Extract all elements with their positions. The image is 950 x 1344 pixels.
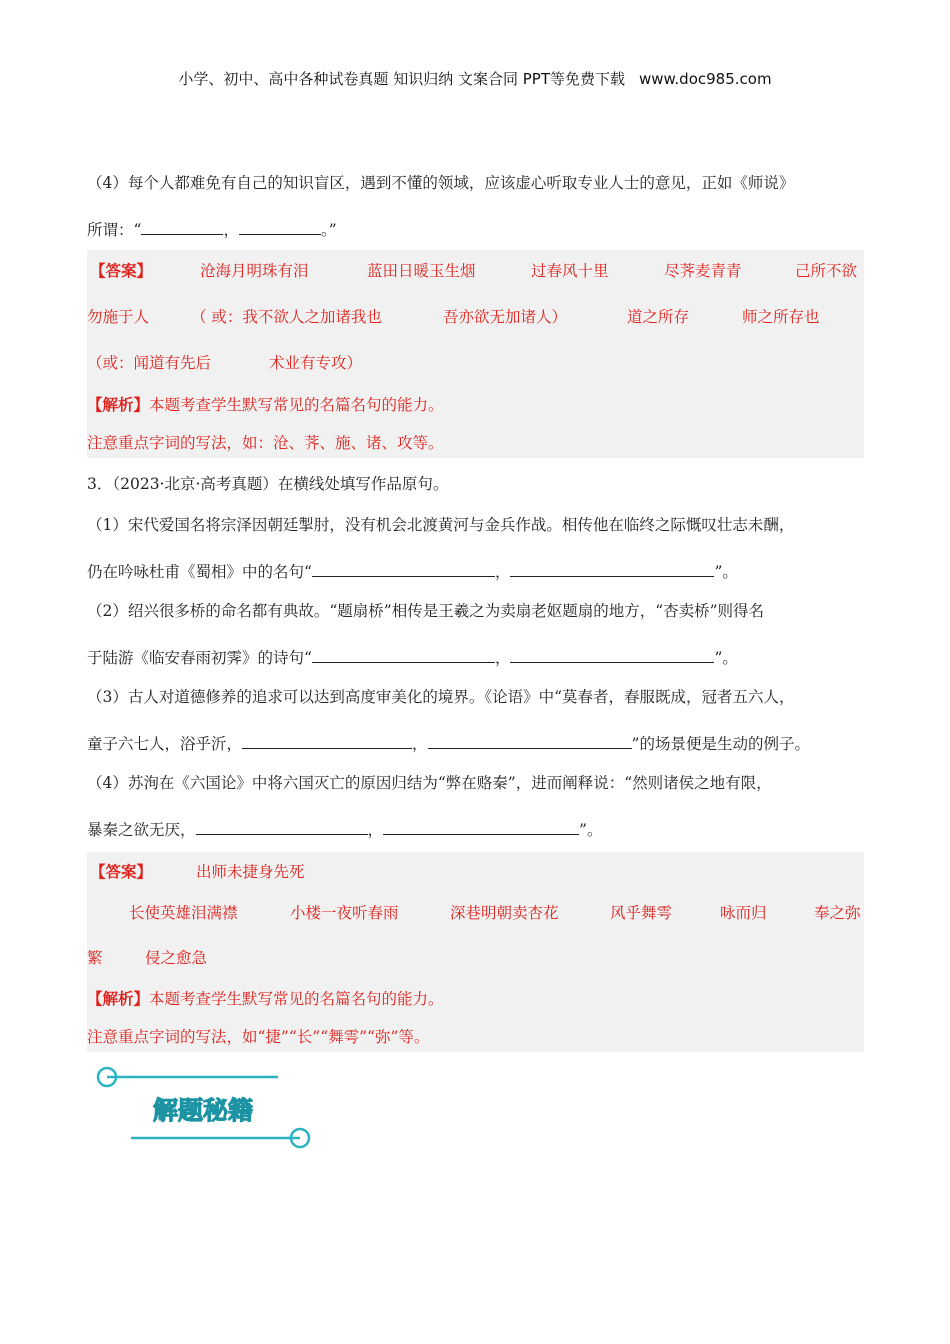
page-header [0,68,950,89]
answer-tag: 【答案】 [90,862,153,881]
header-text: 小学、初中、高中各种试卷真题 知识归纳 文案合同 PPT等免费下载 [178,70,625,88]
answer-item: 勿施于人 [87,308,150,326]
q3-item1-suffix: ”。 [714,563,738,581]
answer-item: 己所不欲 [795,262,858,280]
q3-item2-prefix: 于陆游《临安春雨初霁》的诗句“ [87,649,312,667]
q3-item4-sep: ， [367,821,384,839]
answer-item: 小楼一夜听春雨 [290,904,399,922]
fill-blank [428,732,632,749]
analysis-tag: 【解析】 [87,989,150,1008]
analysis-note: 注意重点字词的写法，如“捷”“长”“舞雩”“弥”等。 [87,1028,430,1046]
q3-item2-sep: ， [494,649,511,667]
q2-item4-suffix: 。” [320,221,337,239]
answer-item: 深巷明朝卖杏花 [450,904,559,922]
fill-blank [312,646,495,663]
q3-answer-box [87,852,864,1052]
answer-item: 尽荠麦青青 [664,262,742,280]
answer-item: 过春风十里 [531,262,609,280]
q2-answer-box [87,250,864,458]
q2-item4-sep: ， [223,221,239,239]
q2-item4-line2 [87,218,866,241]
fill-blank [239,218,321,235]
answer-item: 风乎舞雩 [610,904,673,922]
analysis-tag: 【解析】 [87,395,150,414]
answer-item: 长使英雄泪满襟 [129,904,238,922]
fill-blank [141,218,223,235]
fill-blank [510,560,714,577]
answer-item: （ 或：我不欲人之加诸我也 [191,308,382,326]
q3-item3-prefix: 童子六七人，浴乎沂， [87,735,243,753]
q3-item4-prefix: 暴秦之欲无厌， [87,821,196,839]
analysis-note: 注意重点字词的写法，如：沧、荠、施、诸、攻等。 [87,434,444,452]
answer-item: 侵之愈急 [145,949,208,967]
q3-item1-sep: ， [494,563,511,581]
answer-item: 道之所存 [627,308,690,326]
q3-item1-line1: （1）宋代爱国名将宗泽因朝廷掣肘，没有机会北渡黄河与金兵作战。相传他在临终之际慨叹壮志未酬， [87,516,795,534]
logo-text: 解题秘籍 [152,1096,254,1125]
q3-item4-suffix: ”。 [579,821,603,839]
answer-item: 奉之弥 [814,904,861,922]
fill-blank [510,646,714,663]
q3-item2-line2 [87,646,866,669]
q3-item4-line1: （4）苏洵在《六国论》中将六国灭亡的原因归结为“弊在赂秦”，进而阐释说：“然则诸侯之地有限， [87,774,772,792]
q3-item3-line2 [87,732,866,755]
answer-item: 吾亦欲无加诸人） [443,308,568,326]
answer-item: 沧海月明珠有泪 [200,262,309,280]
answer-item: 出师未捷身先死 [196,863,305,881]
answer-item: 蓝田日暖玉生烟 [367,262,476,280]
fill-blank [196,818,368,835]
q2-item4-line1: （4）每个人都难免有自己的知识盲区，遇到不懂的领域，应该虚心听取专业人士的意见，正如《师说》 [87,174,795,192]
answer-item: 术业有专攻） [269,354,363,372]
answer-item: 师之所存也 [742,308,820,326]
q3-item1-line2 [87,560,866,583]
q3-item3-sep: ， [412,735,428,753]
analysis [87,987,444,1009]
answer-item: 繁 [87,949,103,967]
q3-item4-line2 [87,818,866,841]
q3-item1-prefix: 仍在吟咏杜甫《蜀相》中的名句“ [87,563,312,581]
answer-item: （或：闻道有先后 [87,354,212,372]
analysis-text: 本题考查学生默写常见的名篇名句的能力。 [149,396,444,414]
analysis-text: 本题考查学生默写常见的名篇名句的能力。 [149,990,444,1008]
q2-item4-prefix: 所谓：“ [87,221,142,239]
fill-blank [383,818,579,835]
analysis [87,393,444,415]
q3-item2-line1: （2）绍兴很多桥的命名都有典故。“题扇桥”相传是王羲之为卖扇老妪题扇的地方，“杏卖桥”则得名 [87,602,765,620]
fill-blank [312,560,495,577]
q3-item3-suffix: ”的场景便是生动的例子。 [631,735,810,753]
section-logo-jieti-miji [95,1063,315,1153]
answer-item: 咏而归 [720,904,767,922]
q3-title: 3．（2023·北京·高考真题）在横线处填写作品原句。 [87,475,449,493]
q3-item2-suffix: ”。 [714,649,738,667]
q3-item3-line1: （3）古人对道德修养的追求可以达到高度审美化的境界。《论语》中“莫春者，春服既成，冠者五六人， [87,688,795,706]
header-url: www.doc985.com [638,70,772,88]
fill-blank [242,732,412,749]
answer-tag: 【答案】 [90,261,153,280]
